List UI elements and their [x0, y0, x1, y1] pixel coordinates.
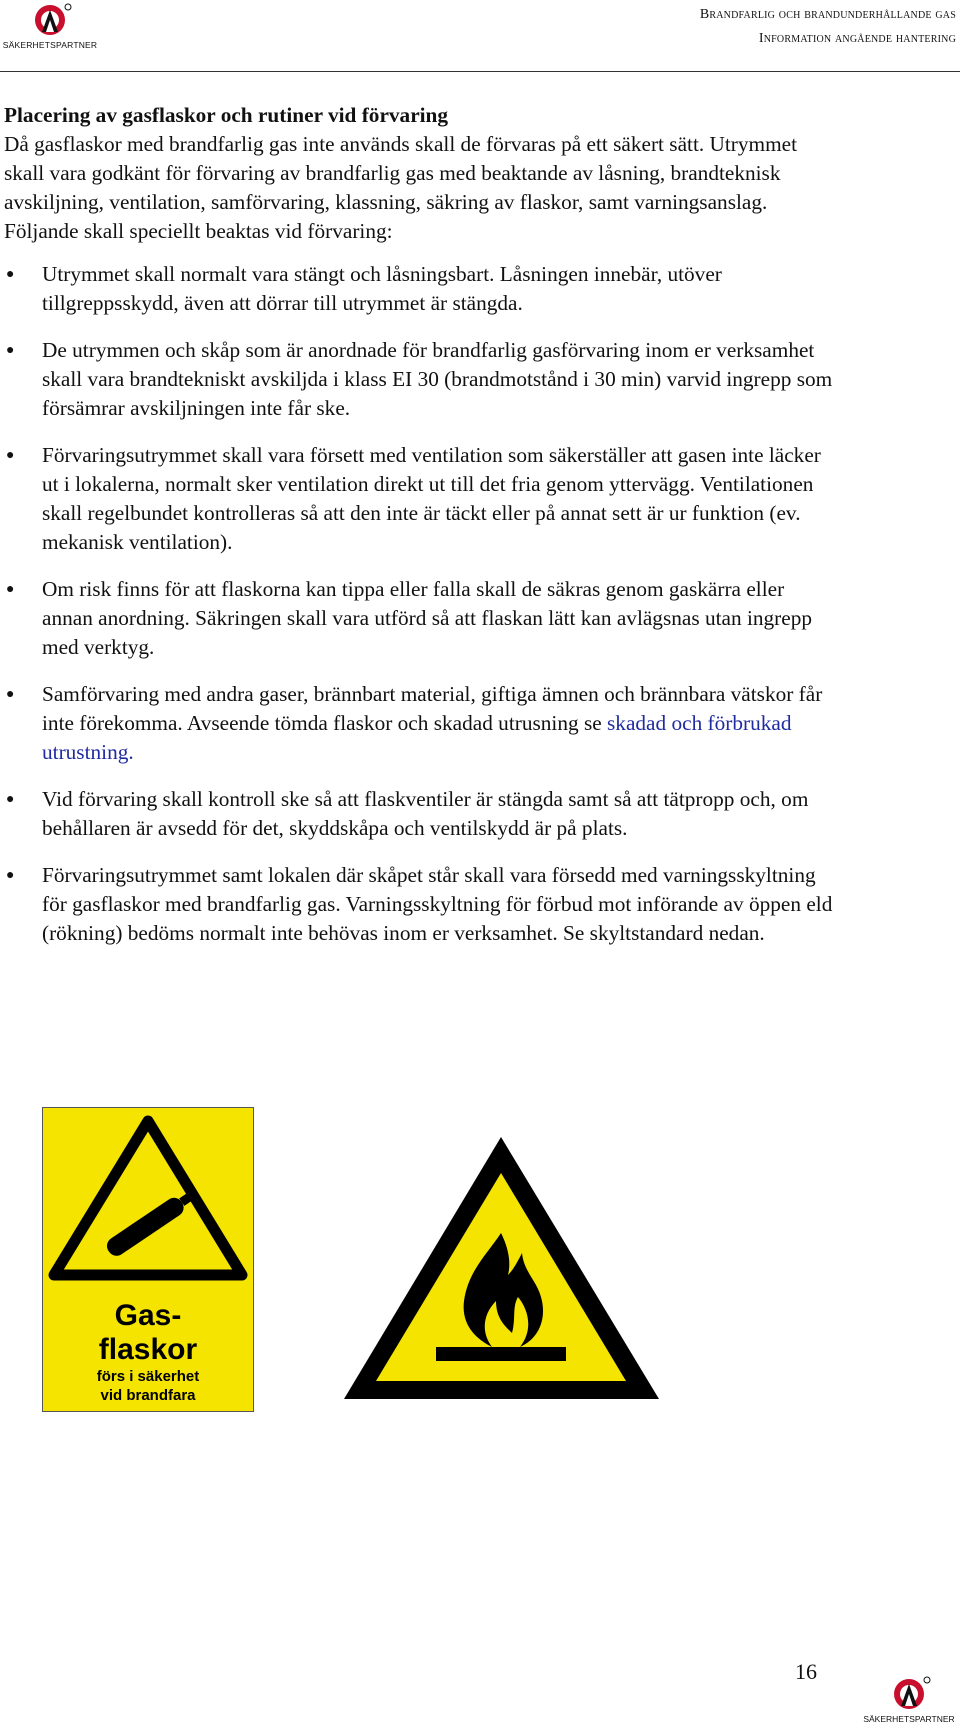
- list-item: [4, 575, 834, 662]
- bullet-icon: ●: [6, 868, 15, 883]
- list-item: [4, 785, 834, 843]
- list-item: [4, 861, 834, 948]
- damaged-equipment-link[interactable]: skadad och förbrukad utrustning.: [42, 711, 792, 764]
- gas-cylinder-warning-sign: [42, 1107, 254, 1412]
- list-item: [4, 680, 834, 767]
- gas-cylinder-sign-icon: [42, 1107, 254, 1412]
- list-item-text: Förvaringsutrymmet samt lokalen där skåpet står skall vara försedd med varningsskyltning för gasflaskor med brandfarlig gas. Varningsskyltning för förbud mot införande av öppen eld (rökning) bedöms normalt inte behövas inom er verksamhet. Se skyltstandard nedan.: [42, 863, 833, 945]
- gas-sign-line1: Gas-: [114, 1299, 182, 1332]
- gas-sign-line2: flaskor: [98, 1333, 198, 1366]
- document-title-line1: Brandfarlig och brandunderhållande gas: [699, 7, 956, 22]
- list-item-text: Samförvaring med andra gaser, brännbart material, giftiga ämnen och brännbara vätskor får inte förekomma. Avseende tömda flaskor och skadad utrusning se: [42, 682, 823, 735]
- footer-logo-text: SÄKERHETSPARTNER: [863, 1714, 955, 1724]
- section-intro: Då gasflaskor med brandfarlig gas inte används skall de förvaras på ett säkert sätt. Utrymmet skall vara godkänt för förvaring av brandfarlig gas med beaktande av låsning, brandteknisk avskiljning, ventilation, samförvaring, klassning, säkring av flaskor, samt varningsanslag. Följande skall speciellt beaktas vid förvaring:: [4, 132, 798, 243]
- list-item-text: Förvaringsutrymmet skall vara försett med ventilation som säkerställer att gasen inte läcker ut i lokalerna, normalt sker ventilation direkt ut till det fria genom yttervägg. Ventilationen skall regelbundet kontrolleras så att den inte är täckt eller på annat sett är ur funktion (ev. mekanisk ventilation).: [42, 443, 821, 554]
- flammable-warning-sign: [340, 1133, 663, 1403]
- page-number: 16: [795, 1659, 817, 1684]
- gas-sign-line4: vid brandfara: [100, 1387, 196, 1404]
- flammable-flame-icon: [340, 1133, 663, 1403]
- header-divider: [0, 71, 960, 72]
- bullet-icon: ●: [6, 687, 15, 702]
- document-title: [700, 3, 956, 51]
- bullet-icon: ●: [6, 792, 15, 807]
- main-content: [4, 101, 834, 966]
- list-item-text: De utrymmen och skåp som är anordnade för brandfarlig gasförvaring inom er verksamhet skall vara brandtekniskt avskiljda i klass EI 30 (brandmotstånd i 30 min) varvid ingrepp som försämrar avskiljningen inte får ske.: [42, 338, 833, 420]
- bullet-icon: ●: [6, 448, 15, 463]
- bullet-icon: ●: [6, 267, 15, 282]
- list-item: [4, 336, 834, 423]
- bullet-icon: ●: [6, 343, 15, 358]
- page-header: [0, 0, 960, 72]
- section-heading: Placering av gasflaskor och rutiner vid förvaring: [4, 103, 449, 127]
- bullet-icon: ●: [6, 582, 15, 597]
- logo-emblem-icon: [2, 2, 98, 42]
- footer-logo: [861, 1674, 957, 1726]
- list-item-text: Vid förvaring skall kontroll ske så att flaskventiler är stängda samt så att tätpropp och, om behållaren är avsedd för det, skyddskåpa och ventilskydd är på plats.: [42, 787, 809, 840]
- list-item-text: Om risk finns för att flaskorna kan tippa eller falla skall de säkras genom gaskärra eller annan anordning. Säkringen skall vara utförd så att flaskan lätt kan avlägsnas utan ingrepp med verktyg.: [42, 577, 813, 659]
- list-item: [4, 260, 834, 318]
- logo-text: SÄKERHETSPARTNER: [2, 40, 98, 50]
- footer-logo-emblem-icon: [861, 1674, 957, 1714]
- document-title-line2: Information angående hantering: [758, 31, 956, 46]
- rules-list: [4, 260, 834, 948]
- gas-sign-line3: förs i säkerhet: [96, 1368, 200, 1385]
- list-item: [4, 441, 834, 557]
- company-logo: [2, 2, 98, 52]
- list-item-text: Utrymmet skall normalt vara stängt och låsningsbart. Låsningen innebär, utöver tillgreppsskydd, även att dörrar till utrymmet är stängda.: [42, 262, 722, 315]
